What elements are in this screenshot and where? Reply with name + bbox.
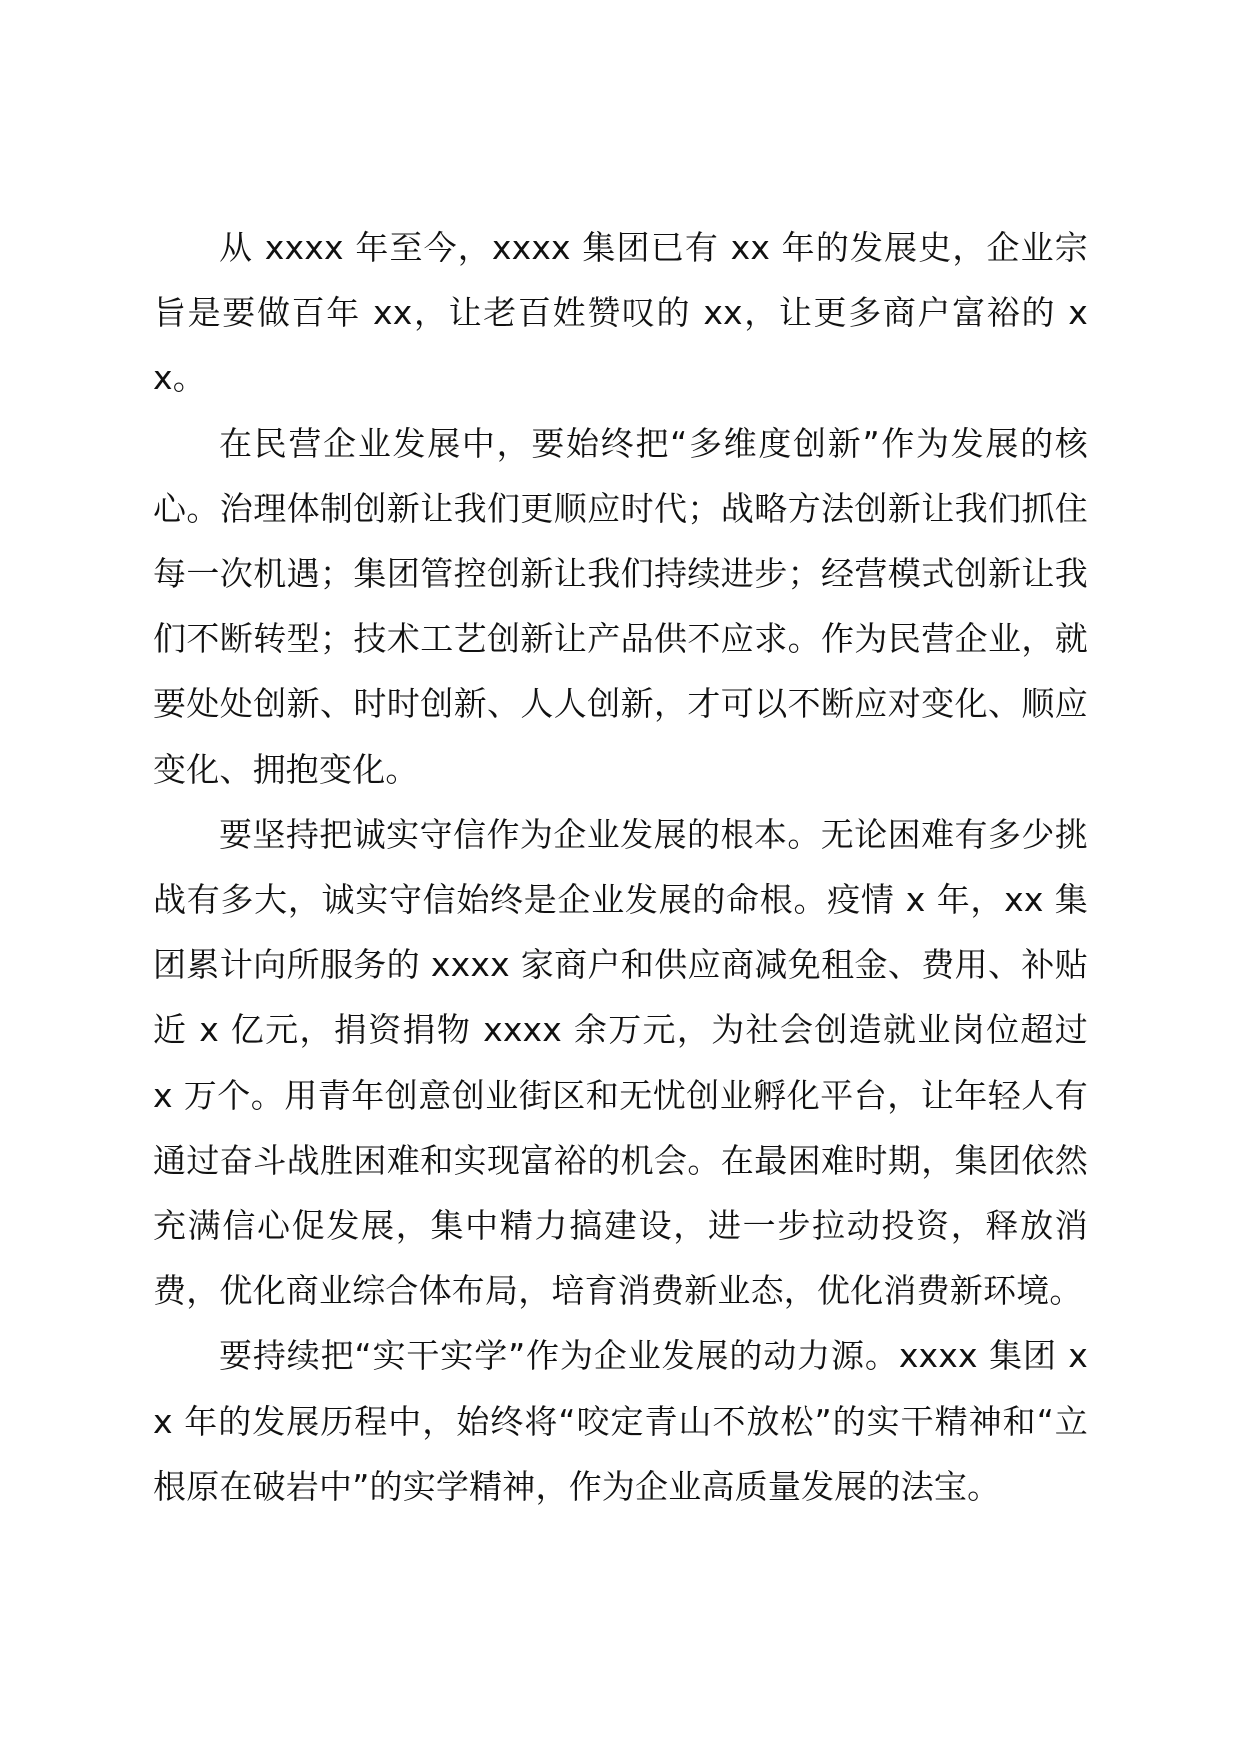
paragraph-2: 在民营企业发展中，要始终把“多维度创新”作为发展的核心。治理体制创新让我们更顺应时代；战略方法创新让我们抓住每一次机遇；集团管控创新让我们持续进步；经营模式创新让我们不断转型；技术工艺创新让产品供不应求。作为民营企业，就要处处创新、时时创新、人人创新，才可以不断应对变化、顺应变化、拥抱变化。 xyxy=(153,423,1088,789)
document-body xyxy=(153,215,1088,1519)
paragraph-1: 从 xxxx 年至今，xxxx 集团已有 xx 年的发展史，企业宗旨是要做百年 xx，让老百姓赞叹的 xx，让更多商户富裕的 xx。 xyxy=(153,228,1088,398)
paragraph-3: 要坚持把诚实守信作为企业发展的根本。无论困难有多少挑战有多大，诚实守信始终是企业发展的命根。疫情 x 年，xx 集团累计向所服务的 xxxx 家商户和供应商减免租金、费用、补贴近 x 亿元，捐资捐物 xxxx 余万元，为社会创造就业岗位超过 x 万个。用青年创意创业街区和无忧创业孵化平台，让年轻人有通过奋斗战胜困难和实现富裕的机会。在最困难时期，集团依然充满信心促发展，集中精力搞建设，进一步拉动投资，释放消费，优化商业综合体布局，培育消费新业态，优化消费新环境。 xyxy=(153,814,1088,1311)
paragraph-4: 要持续把“实干实学”作为企业发展的动力源。xxxx 集团 xx 年的发展历程中，始终将“咬定青山不放松”的实干精神和“立根原在破岩中”的实学精神，作为企业高质量发展的法宝。 xyxy=(153,1336,1088,1506)
